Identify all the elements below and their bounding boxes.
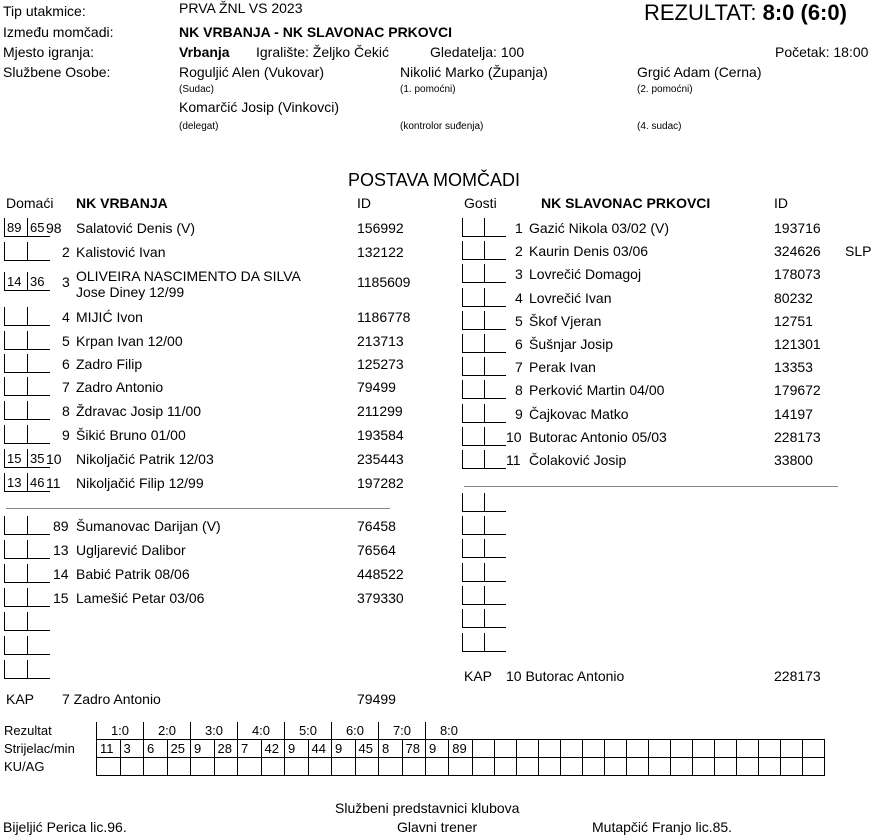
goal-min-box (484, 539, 506, 558)
goal-min-box (4, 354, 27, 373)
player-id: 235443 (357, 451, 404, 467)
goal-minute: 25 (167, 740, 191, 758)
kuag-cell (538, 758, 560, 776)
kuag-cell (426, 758, 449, 776)
official-role: (4. sudac) (637, 121, 682, 132)
goal-min-box (27, 516, 50, 535)
kuag-cell (144, 758, 168, 776)
goal-min-box (4, 331, 27, 350)
player-name: Gazić Nikola 03/02 (V) (529, 220, 670, 236)
player-id: 211299 (357, 403, 403, 419)
player-name: Salatović Denis (V) (76, 220, 196, 236)
goal-scorer (648, 740, 670, 758)
player-number: 8 (515, 382, 523, 399)
goal-result: 4:0 (238, 722, 285, 740)
player-number: 2 (62, 244, 70, 260)
player-name: Krpan Ivan 12/00 (76, 333, 183, 349)
player-id: 156992 (357, 220, 404, 236)
goal-min-box (462, 609, 484, 628)
kuag-cell (494, 758, 516, 776)
kuag-cell (191, 758, 215, 776)
player-name: Perak Ivan (529, 359, 596, 376)
official-name: Komarčić Josip (Vinkovci) (179, 99, 340, 115)
goal-min-box: 36 (27, 272, 50, 291)
player-id: 193584 (357, 427, 404, 443)
goal-min-box (484, 609, 506, 628)
result-header (644, 0, 847, 26)
goal-minute (670, 740, 692, 758)
player-id: 1185609 (357, 274, 411, 290)
goal-min-box (484, 427, 506, 446)
official-role: (Sudac) (179, 84, 215, 95)
goal-result (648, 722, 692, 740)
player-id: 448522 (357, 566, 404, 582)
kuag-cell (97, 758, 121, 776)
match-type-value: PRVA ŽNL VS 2023 (179, 0, 303, 16)
player-number: 1 (515, 220, 523, 236)
goal-min-box (27, 660, 50, 679)
goal-minute (714, 740, 736, 758)
goal-scorer (780, 740, 802, 758)
goal-result (604, 722, 648, 740)
player-number: 6 (62, 356, 70, 372)
kuag-cell (332, 758, 356, 776)
goal-min-box (484, 633, 506, 652)
player-number: 5 (62, 333, 70, 349)
kuag-cell (780, 758, 802, 776)
player-id: 379330 (357, 590, 404, 606)
goal-min-box (4, 588, 27, 607)
player-name: Babić Patrik 08/06 (76, 566, 190, 582)
kuag-cell (355, 758, 379, 776)
goal-min-box: 14 (4, 272, 27, 291)
kuag-cell (238, 758, 262, 776)
player-id: 79499 (357, 379, 396, 395)
goal-min-box (462, 218, 484, 237)
goal-min-box (484, 493, 506, 512)
goal-min-box (462, 539, 484, 558)
official-name: Roguljić Alen (Vukovar) (179, 64, 324, 80)
goal-result: 7:0 (379, 722, 426, 740)
player-number: 4 (515, 289, 523, 306)
player-name: Ždravac Josip 11/00 (76, 403, 202, 419)
goal-min-box: 65 (27, 218, 50, 237)
goal-min-box (484, 288, 506, 307)
player-name: MIJIĆ Ivon (76, 309, 143, 325)
kuag-cell (285, 758, 309, 776)
goal-min-box (4, 307, 27, 326)
goal-minute: 3 (120, 740, 144, 758)
goal-scorer (692, 740, 714, 758)
goal-min-box (4, 660, 27, 679)
goal-result (560, 722, 604, 740)
player-club-tag: SLP (845, 243, 872, 260)
goal-minute: 78 (402, 740, 426, 758)
goal-scorer: 9 (285, 740, 309, 758)
goal-scorer: 9 (426, 740, 449, 758)
player-id: 132122 (357, 244, 404, 260)
player-name: Ugljarević Dalibor (76, 542, 186, 558)
goal-scorer: 7 (238, 740, 262, 758)
goal-minute: 42 (261, 740, 285, 758)
official-role: (2. pomoćni) (637, 84, 693, 95)
goal-result: 8:0 (426, 722, 473, 740)
player-id: 12751 (774, 312, 813, 329)
player-name: Lovrečić Ivan (529, 289, 612, 306)
player-number: 2 (515, 243, 523, 260)
away-rep: Mutapčić Franjo lic.85. (592, 819, 733, 835)
goal-min-box (462, 241, 484, 260)
kuag-cell (648, 758, 670, 776)
goal-min-box (484, 334, 506, 353)
player-name: Kaurin Denis 03/06 (529, 243, 649, 260)
goal-scorer: 9 (332, 740, 356, 758)
goal-min-box (462, 334, 484, 353)
kuag-cell (582, 758, 604, 776)
goal-scorer (604, 740, 626, 758)
goal-scorer: 9 (191, 740, 215, 758)
goal-minute: 89 (449, 740, 472, 758)
home-captain: 7 Zadro Antonio (62, 691, 161, 707)
result-value: 8:0 (6:0) (762, 0, 847, 25)
goal-min-box (4, 636, 27, 655)
home-team: NK VRBANJA (76, 195, 168, 211)
goal-min-box (484, 450, 506, 469)
player-id: 213713 (357, 333, 404, 349)
goal-min-box (462, 380, 484, 399)
player-name: Zadro Filip (76, 356, 143, 372)
player-number: 3 (515, 266, 523, 283)
goal-result (692, 722, 736, 740)
kuag-label: KU/AG (4, 759, 45, 774)
goal-result (516, 722, 560, 740)
goal-minute (582, 740, 604, 758)
goal-min-box (462, 450, 484, 469)
goal-min-box (27, 612, 50, 631)
player-number: 10 (46, 451, 62, 467)
goal-min-box (462, 493, 484, 512)
goal-min-box: 13 (4, 473, 27, 492)
goal-min-box (484, 311, 506, 330)
kuag-cell (560, 758, 582, 776)
goal-min-box (4, 564, 27, 583)
goal-scorer (516, 740, 538, 758)
player-number: 11 (506, 452, 521, 468)
goal-min-box (4, 242, 27, 261)
kuag-cell (692, 758, 714, 776)
kuag-cell (604, 758, 626, 776)
goal-min-box (484, 563, 506, 582)
official-name: Nikolić Marko (Županja) (400, 64, 548, 80)
player-id: 76564 (357, 542, 396, 558)
goal-result (780, 722, 824, 740)
player-id: 193716 (774, 220, 821, 236)
player-id: 125273 (357, 356, 404, 372)
goal-result: 5:0 (285, 722, 332, 740)
kuag-cell (261, 758, 285, 776)
player-name: Škof Vjeran (529, 312, 602, 329)
goal-min-box: 35 (27, 449, 50, 468)
goal-result: 3:0 (191, 722, 238, 740)
goal-min-box (484, 380, 506, 399)
goal-min-box: 46 (27, 473, 50, 492)
player-number: 6 (515, 336, 523, 352)
goal-min-box (462, 563, 484, 582)
player-number: 13 (53, 542, 69, 558)
player-id: 178073 (774, 266, 821, 283)
player-name: Šušnjar Josip (529, 336, 614, 352)
goal-min-box (462, 311, 484, 330)
player-id: 14197 (774, 405, 813, 422)
kuag-cell (472, 758, 494, 776)
player-id: 228173 (774, 428, 821, 445)
kuag-cell (214, 758, 238, 776)
goal-minute: 44 (308, 740, 332, 758)
kuag-cell (736, 758, 758, 776)
match-type-label: Tip utakmice: (3, 3, 86, 19)
goal-min-box: 89 (4, 218, 27, 237)
stadium: Igralište: Željko Čekić (256, 44, 390, 60)
player-name: OLIVEIRA NASCIMENTO DA SILVA (76, 268, 301, 284)
goal-scorer: 11 (97, 740, 121, 758)
goal-result: 2:0 (144, 722, 191, 740)
goal-min-box (27, 425, 50, 444)
player-name-line2: Jose Diney 12/99 (76, 284, 185, 300)
goal-minute (802, 740, 824, 758)
goal-min-box (462, 516, 484, 535)
away-label: Gosti (464, 195, 497, 211)
player-number: 10 (506, 428, 522, 445)
goal-minute: 28 (214, 740, 238, 758)
player-id: 121301 (774, 336, 821, 352)
goal-min-box (484, 404, 506, 423)
divider (464, 486, 838, 487)
player-id: 324626 (774, 243, 821, 260)
player-name: Šumanovac Darijan (V) (76, 518, 221, 534)
away-id-header: ID (774, 195, 788, 211)
player-name: Perković Martin 04/00 (529, 382, 665, 399)
player-id: 179672 (774, 382, 821, 399)
home-label: Domaći (6, 195, 54, 211)
goal-min-box (27, 636, 50, 655)
player-id: 13353 (774, 359, 813, 376)
goal-min-box (484, 218, 506, 237)
player-id: 1186778 (357, 309, 411, 325)
goal-min-box (27, 307, 50, 326)
player-number: 3 (62, 274, 70, 290)
goal-min-box (484, 357, 506, 376)
scoring-table (2, 722, 825, 776)
goal-min-box (4, 401, 27, 420)
player-number: 15 (53, 590, 69, 606)
teams-label: Između momčadi: (3, 24, 114, 40)
teams-value: NK VRBANJA - NK SLAVONAC PRKOVCI (179, 24, 453, 40)
goal-min-box (462, 357, 484, 376)
goal-min-box (462, 288, 484, 307)
goal-min-box (4, 516, 27, 535)
goal-min-box (27, 564, 50, 583)
goal-min-box (462, 404, 484, 423)
goal-scorer (736, 740, 758, 758)
goal-result: 6:0 (332, 722, 379, 740)
kuag-cell (670, 758, 692, 776)
goal-min-box (484, 241, 506, 260)
player-name: Šikić Bruno 01/00 (76, 427, 186, 443)
home-rep: Bijeljić Perica lic.96. (3, 819, 127, 835)
goal-scorer: 6 (144, 740, 168, 758)
player-id: 197282 (357, 475, 404, 491)
player-name: Nikoljačić Filip 12/99 (76, 475, 204, 491)
away-team: NK SLAVONAC PRKOVCI (541, 195, 711, 211)
kuag-cell (379, 758, 403, 776)
strijelac-label: Strijelac/min (4, 741, 75, 756)
reps-title: Službeni predstavnici klubova (335, 800, 520, 816)
goal-scorer (560, 740, 582, 758)
player-number: 14 (53, 566, 69, 582)
goal-minute (758, 740, 780, 758)
officials-label: Službene Osobe: (3, 64, 111, 80)
goal-min-box (27, 540, 50, 559)
home-captain-id: 79499 (357, 691, 396, 707)
player-number: 98 (46, 220, 62, 236)
kuag-cell (120, 758, 144, 776)
player-number: 4 (62, 309, 70, 325)
player-name: Čajkovac Matko (529, 405, 629, 422)
player-number: 9 (62, 427, 70, 443)
goal-min-box (4, 377, 27, 396)
goal-min-box (484, 264, 506, 283)
goal-min-box (462, 264, 484, 283)
player-number: 7 (62, 379, 70, 395)
goal-min-box (484, 516, 506, 535)
official-role: (delegat) (179, 121, 219, 132)
place-value: Vrbanja (179, 44, 230, 60)
goal-min-box (27, 354, 50, 373)
away-captain: 10 Butorac Antonio (506, 668, 625, 684)
spectators: Gledatelja: 100 (430, 44, 525, 60)
lineup-title: POSTAVA MOMČADI (348, 170, 521, 190)
goal-min-box (4, 540, 27, 559)
player-number: 9 (515, 405, 523, 422)
goal-min-box (27, 588, 50, 607)
official-name: Grgić Adam (Cerna) (637, 64, 762, 80)
goal-scorer: 8 (379, 740, 403, 758)
rep-role: Glavni trener (397, 819, 478, 835)
goal-min-box (27, 377, 50, 396)
goal-minute (626, 740, 648, 758)
kuag-cell (758, 758, 780, 776)
goal-min-box (484, 586, 506, 605)
home-captain-label: KAP (6, 691, 35, 707)
goal-min-box (462, 586, 484, 605)
player-id: 33800 (774, 452, 813, 468)
kuag-cell (167, 758, 191, 776)
goal-min-box (27, 401, 50, 420)
player-number: 8 (62, 403, 70, 419)
goal-scorer (472, 740, 494, 758)
goal-min-box (4, 425, 27, 444)
player-name: Zadro Antonio (76, 379, 164, 395)
player-name: Lovrečić Domagoj (529, 266, 642, 283)
result-label: REZULTAT: (644, 0, 757, 25)
player-id: 80232 (774, 289, 813, 306)
goal-result (736, 722, 780, 740)
away-captain-id: 228173 (774, 668, 821, 684)
kuag-cell (402, 758, 426, 776)
goal-min-box (27, 331, 50, 350)
official-role: (1. pomoćni) (400, 84, 456, 95)
rezultat-label: Rezultat (4, 723, 52, 739)
player-number: 11 (46, 475, 61, 491)
player-number: 7 (515, 359, 523, 376)
player-name: Lamešić Petar 03/06 (76, 590, 205, 606)
kuag-cell (626, 758, 648, 776)
kuag-cell (714, 758, 736, 776)
official-role: (kontrolor suđenja) (400, 121, 484, 132)
goal-minute (538, 740, 560, 758)
goal-min-box (27, 242, 50, 261)
goal-minute: 45 (355, 740, 379, 758)
kuag-cell (449, 758, 472, 776)
goal-result: 1:0 (97, 722, 144, 740)
place-label: Mjesto igranja: (3, 44, 95, 60)
goal-min-box (462, 427, 484, 446)
kuag-cell (308, 758, 332, 776)
goal-min-box (4, 612, 27, 631)
goal-result (472, 722, 516, 740)
kuag-cell (516, 758, 538, 776)
player-name: Nikoljačić Patrik 12/03 (76, 451, 214, 467)
player-name: Kalistović Ivan (76, 244, 166, 260)
player-id: 76458 (357, 518, 396, 534)
goal-min-box (462, 633, 484, 652)
divider (6, 508, 390, 509)
player-number: 5 (515, 312, 523, 329)
player-number: 89 (53, 518, 69, 534)
away-captain-label: KAP (464, 668, 493, 684)
home-id-header: ID (357, 195, 371, 211)
kuag-cell (802, 758, 824, 776)
goal-minute (494, 740, 516, 758)
player-name: Butorac Antonio 05/03 (529, 428, 667, 445)
start-time: Početak: 18:00 (775, 44, 869, 60)
goal-min-box: 15 (4, 449, 27, 468)
player-name: Čolaković Josip (529, 452, 627, 468)
